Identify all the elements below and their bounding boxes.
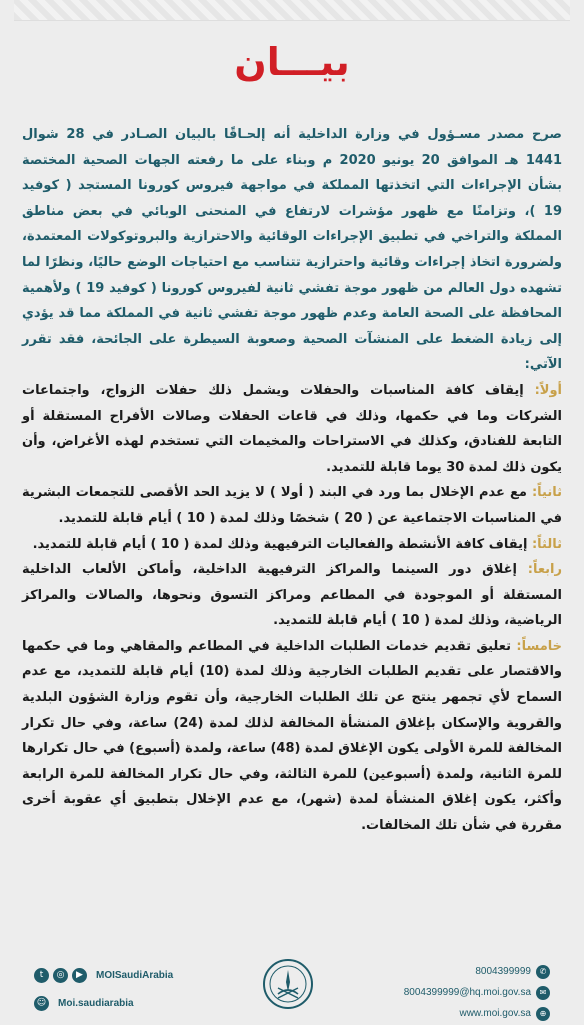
whatsapp-icon: ✉	[536, 986, 550, 1000]
item-4-ordinal: رابعاً:	[527, 562, 562, 578]
website-link[interactable]: www.moi.gov.sa	[459, 1008, 531, 1019]
social-handle-1[interactable]: MOISaudiArabia	[96, 969, 174, 981]
item-4-text: إغلاق دور السينما والمراكز الترفيهية الداخلية، وأماكن الألعاب الداخلية المستقلة أو الموجودة في المطاعم ومراكز التسوق ونحوها، والصالات والمراكز الرياضية، وذلك لمدة ( 10 ) أيام قابلة للتمديد.	[22, 562, 562, 629]
footer	[0, 950, 584, 1024]
statement-body	[22, 122, 562, 922]
item-3-text: إيقاف كافة الأنشطة والفعاليات الترفيهية وذلك لمدة ( 10 ) أيام قابلة للتمديد.	[32, 536, 532, 552]
social-row-2	[34, 992, 234, 1014]
contact-info	[340, 962, 550, 1025]
youtube-icon[interactable]: ▶	[72, 968, 87, 983]
page-title	[0, 40, 584, 90]
website-row	[340, 1004, 550, 1023]
item-3	[22, 532, 562, 558]
item-2-text: مع عدم الإخلال بما ورد في البند ( أولا ) لا يزيد الحد الأقصى للتجمعات البشرية في المناسبات الاجتماعية عن ( 20 ) شخصًا وذلك لمدة ( 10 ) أيام قابلة للتمديد.	[22, 485, 562, 526]
whatsapp-row	[340, 983, 550, 1002]
social-handle-2[interactable]: Moi.saudiarabia	[58, 997, 134, 1009]
item-1-ordinal: أولاً:	[534, 382, 562, 398]
item-5-ordinal: خامساً:	[516, 638, 562, 654]
item-2	[22, 480, 562, 531]
item-5-text: تعليق تقديم خدمات الطلبات الداخلية في المطاعم والمقاهي وما في حكمها والاقتصار على تقديم الطلبات الخارجية وذلك لمدة (10) أيام قابلة للتمديد، مع عدم السماح لأي تجمهر ينتج عن تلك الطلبات الخارجية، وأن تقوم وزارة الشؤون البلدية والقروية والإسكان بإغلاق المنشأة المخالفة لذلك لمدة (24) ساعة، وفي حال تكرار المخالفة للمرة الأولى يكون الإغلاق لمدة (48) ساعة، ولمدة (أسبوع) في حال تكرارها للمرة الثانية، ولمدة (أسبوعين) للمرة الثالثة، وفي حال تكرار المخالفة للمرة الرابعة وأكثر، يكون إغلاق المنشأة لمدة (شهر)، مع عدم الإخلال بتطبيق أي عقوبة أخرى مقررة في شأن تلك المخالفات.	[22, 638, 562, 834]
phone-number[interactable]: 8004399999	[475, 966, 531, 977]
globe-icon: ⊕	[536, 1007, 550, 1021]
phone-icon: ✆	[536, 965, 550, 979]
item-1-text: إيقاف كافة المناسبات والحفلات ويشمل ذلك حفلات الزواج، واجتماعات الشركات وما في حكمها، وذلك في قاعات الحفلات وصالات الأفراح المستقلة أو التابعة للفنادق، وكذلك في الاستراحات والمخيمات التي تستخدم لهذه الأغراض، وأن يكون ذلك لمدة 30 يوما قابلة للتمديد.	[22, 382, 562, 475]
item-4	[22, 557, 562, 634]
decorative-top-border	[14, 0, 570, 21]
item-2-ordinal: ثانياً:	[531, 485, 562, 501]
instagram-icon[interactable]: ◎	[53, 968, 68, 983]
social-links	[34, 964, 234, 1020]
item-3-ordinal: ثالثاً:	[531, 536, 562, 552]
item-5	[22, 634, 562, 839]
snapchat-icon[interactable]: ☺	[34, 996, 49, 1011]
social-row-1	[34, 964, 234, 986]
ministry-emblem-graphic	[262, 958, 314, 1010]
page-title-text: بيـــان	[234, 40, 350, 84]
twitter-icon[interactable]: t	[34, 968, 49, 983]
whatsapp-email[interactable]: 8004399999@hq.moi.gov.sa	[403, 987, 531, 998]
ministry-emblem	[262, 958, 314, 1010]
phone-row	[340, 962, 550, 981]
item-1	[22, 378, 562, 480]
intro-paragraph: صرح مصدر مسـؤول في وزارة الداخلية أنه إلحـاقًا بالبيان الصـادر في 28 شوال 1441 هـ الموافق 20 يونيو 2020 م وبناء على ما رفعته الجهات الصحية المختصة بشأن الإجراءات التي اتخذتها المملكة في مواجهة فيروس كورونا المستجد ( كوفيد 19 )، وتزامنًا مع ظهور مؤشرات لارتفاع في المنحنى الوبائي في بعض مناطق المملكة والتراخي في تطبيق الإجراءات الوقائية والاحترازية والبروتوكولات المعتمدة، ولضرورة اتخاذ إجراءات وقائية واحترازية تتناسب مع احتياجات الوضع حاليًا، ونظرًا لما تشهده دول العالم من ظهور موجة تفشي ثانية لفيروس كورونا ( كوفيد 19 ) ولأهمية المحافظة على الصحة العامة وعدم ظهور موجة تفشي ثانية في المملكة مما قد يؤدي إلى زيادة الضغط على المنشآت الصحية وصعوبة السيطرة على الجائحة، فقد تقرر الآتي:	[22, 127, 563, 373]
